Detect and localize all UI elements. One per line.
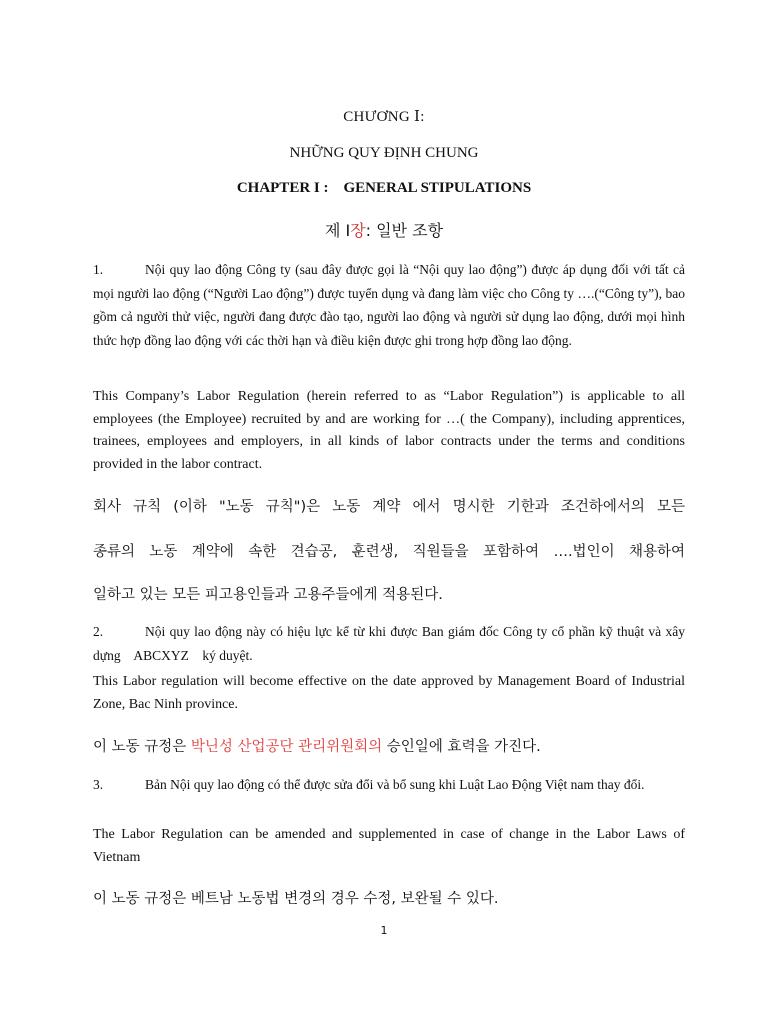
- section-1-ko-line-1: 회사 규칙 (이하 "노동 규칙")은 노동 계약 에서 명시한 기한과 조건하에서의 모든: [93, 499, 685, 515]
- section-2-ko-red: 박닌성 산업공단 관리위원회의: [190, 739, 383, 755]
- section-3-en: The Labor Regulation can be amended and supplemented in case of change in the Labor Laws of Vietnam: [93, 827, 685, 865]
- chapter-title-vn: CHƯƠNG Ⅰ:: [343, 109, 425, 125]
- section-2-en: This Labor regulation will become effective on the date approved by Management Board of Industrial Zone, Bac Ninh province.: [93, 674, 685, 712]
- chapter-title-ko-prefix: 제 Ⅰ: [324, 221, 351, 240]
- section-1-en: This Company’s Labor Regulation (herein referred to as “Labor Regulation”) is applicable to all employees (the Employee) recruited by and are working for …( the Company), including apprentices, trainees, employees and employers, in all kinds of labor contracts under the terms and conditions provided in the labor contract.: [93, 389, 685, 472]
- chapter-subtitle-vn: NHỮNG QUY ĐỊNH CHUNG: [289, 145, 479, 161]
- section-3-vn-text: Bản Nội quy lao động có thể được sửa đổi và bổ sung khi Luật Lao Động Việt nam thay đổi.: [145, 777, 645, 792]
- section-2-number: 2.: [93, 624, 104, 639]
- section-2-ko-suffix: 승인일에 효력을 가진다.: [382, 739, 541, 755]
- page-number: 1: [380, 924, 388, 937]
- section-3-number: 3.: [93, 777, 104, 792]
- chapter-title-ko-red: 장: [350, 221, 366, 240]
- chapter-title-en: CHAPTER I : GENERAL STIPULATIONS: [236, 180, 532, 196]
- chapter-title-ko: [0, 218, 768, 241]
- section-1-vn: [93, 258, 685, 352]
- section-1-number: 1.: [93, 262, 104, 277]
- section-3-vn: [93, 773, 685, 797]
- section-1-ko-line-3: 일하고 있는 모든 피고용인들과 고용주들에게 적용된다.: [93, 587, 443, 603]
- section-2-vn: [93, 620, 689, 667]
- section-1-vn-text: Nội quy lao động Công ty (sau đây được gọi là “Nội quy lao động”) được áp dụng đối với tất cả mọi người lao động (“Người Lao động”) được tuyển dụng và đang làm việc cho Công ty ….(“Công ty”), bao gồm cả người thử việc, người đang được đào tạo, người lao động và người sử dụng lao động, dưới mọi hình thức hợp đồng lao động với các thời hạn và điều kiện được ghi trong hợp đồng lao động.: [93, 262, 685, 348]
- section-2-ko-prefix: 이 노동 규정은: [93, 739, 191, 755]
- section-3-ko: 이 노동 규정은 베트남 노동법 변경의 경우 수정, 보완될 수 있다.: [93, 891, 499, 907]
- section-2-vn-text: Nội quy lao động này có hiệu lực kể từ khi được Ban giám đốc Công ty cổ phần kỹ thuật và xây dựng ABCXYZ ký duyệt.: [93, 624, 689, 663]
- chapter-title-ko-suffix: : 일반 조항: [365, 221, 444, 240]
- section-2-ko: [93, 735, 685, 756]
- section-1-ko-line-2: 종류의 노동 계약에 속한 견습공, 훈련생, 직원들을 포함하여 ….법인이 채용하여: [93, 544, 685, 560]
